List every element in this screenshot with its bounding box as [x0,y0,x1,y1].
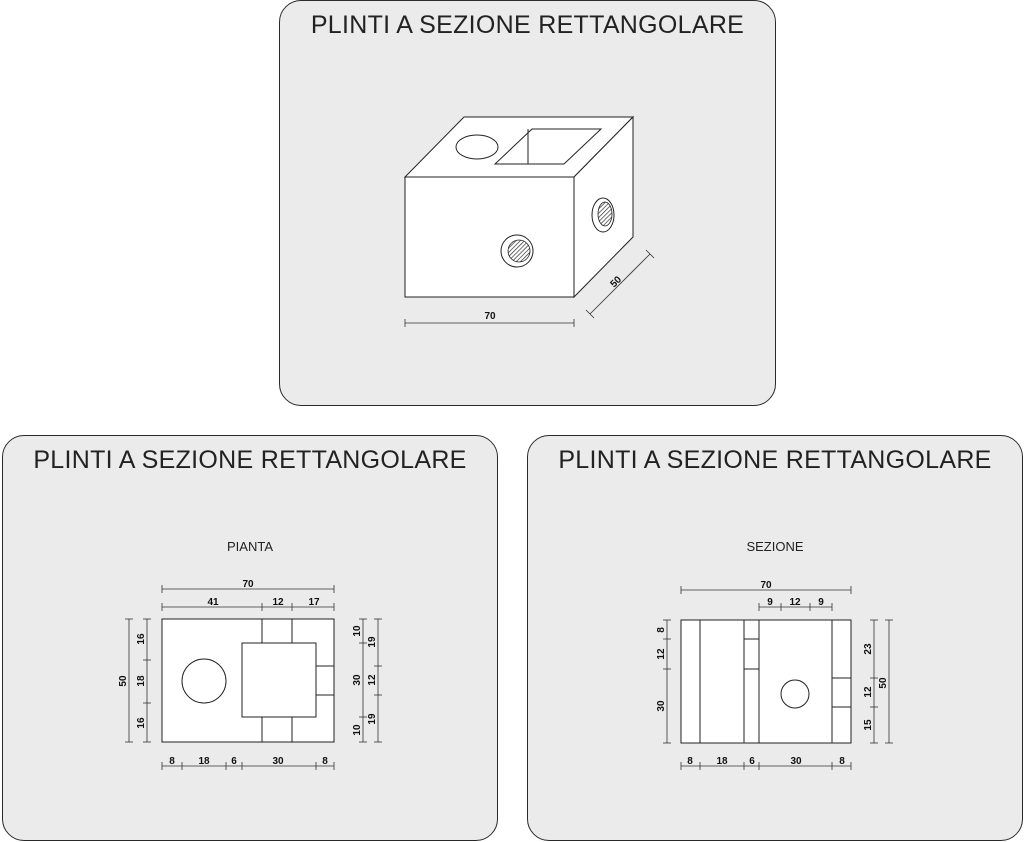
dim-top-a: 41 [207,597,219,608]
panel-subtitle: PIANTA [227,539,273,554]
dim-right-outer-b: 12 [367,674,378,686]
dim-right-inner-b: 12 [863,686,874,698]
dim-top-c: 9 [818,597,824,608]
plan-central-square [242,643,316,717]
dim-right-outer-total: 50 [878,677,889,689]
plan-circle [182,659,226,703]
dim-right-inner-c: 15 [863,719,874,731]
section-circle [781,680,809,708]
dim-bottom-d: 30 [272,756,284,767]
dim-left-b: 12 [656,648,667,660]
dim-right-outer-c: 19 [367,713,378,725]
isometric-drawing [280,1,777,407]
dim-left-c: 16 [136,717,147,729]
dim-right-inner-c: 10 [352,724,363,736]
dim-top-total: 70 [760,580,772,591]
panel-subtitle: SEZIONE [746,539,804,554]
dim-bottom-b: 18 [198,756,210,767]
plan-drawing [3,436,499,842]
dim-bottom-c: 6 [749,756,755,767]
dim-right-outer-a: 19 [367,636,378,648]
panel-isometric-view [279,0,776,406]
dim-bottom-b: 18 [716,756,728,767]
dim-bottom-a: 8 [687,756,693,767]
dim-bottom-e: 8 [322,756,328,767]
dim-top-b: 12 [789,597,801,608]
dim-left-a: 16 [136,633,147,645]
dim-left-total: 50 [118,675,129,687]
dim-top-b: 12 [272,597,284,608]
dim-left-c: 30 [656,700,667,712]
panel-title: PLINTI A SEZIONE RETTANGOLARE [558,446,992,474]
dim-depth-label: 50 [608,274,625,291]
dim-right-inner-b: 30 [352,674,363,686]
dim-bottom-d: 30 [790,756,802,767]
dim-length-label: 70 [484,311,496,322]
section-outline [681,620,851,743]
dim-right-inner-a: 10 [352,625,363,637]
dim-bottom-e: 8 [839,756,845,767]
dim-top-total: 70 [242,579,254,590]
dim-left-b: 18 [136,675,147,687]
panel-plan-view [2,435,498,841]
dim-bottom-c: 6 [231,756,237,767]
panel-title: PLINTI A SEZIONE RETTANGOLARE [310,11,745,39]
dim-bottom-a: 8 [169,756,175,767]
dim-top-a: 9 [767,597,773,608]
panel-title: PLINTI A SEZIONE RETTANGOLARE [33,446,467,474]
box-front-face [405,177,574,297]
front-hole-hatch [508,240,530,262]
dim-top-c: 17 [308,597,320,608]
dim-right-inner-a: 23 [863,643,874,655]
section-drawing [528,436,1024,842]
dim-left-a: 8 [656,627,667,633]
side-hole-hatch [598,202,612,226]
panel-section-view [527,435,1023,841]
